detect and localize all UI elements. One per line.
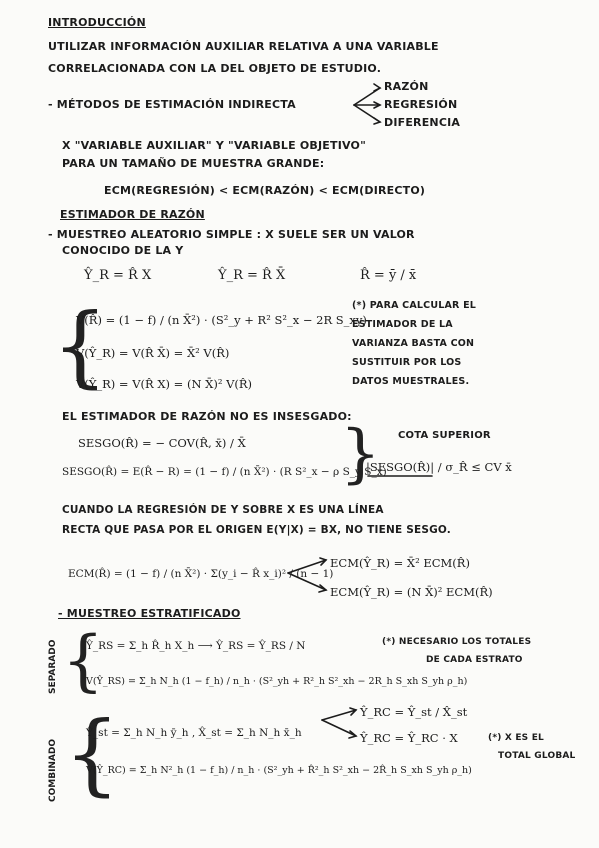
variance-note-2: ESTIMADOR DE LA [352, 319, 453, 330]
combinado-note-2: TOTAL GLOBAL [498, 751, 576, 761]
estimator-mean: Ŷ_R = R̂ X̄ [218, 268, 286, 283]
combinado-label: COMBINADO [48, 738, 58, 802]
variance-ratio: V(R̂) = (1 − f) / (n X̄²) · (S²_y + R² S²_x − 2R S_xy) [76, 313, 367, 327]
intro-line-1: UTILIZAR INFORMACIÓN AUXILIAR RELATIVA A UNA VARIABLE [48, 40, 439, 53]
variance-note-3: VARIANZA BASTA CON [352, 338, 475, 349]
ecm-total: ECM(Ŷ_R) = (N X̄)² ECM(R̂) [330, 585, 493, 599]
strat-heading: - MUESTREO ESTRATIFICADO [58, 607, 241, 620]
combinado-variance: V(Ŷ_RC) = Σ_h N²_h (1 − f_h) / n_h · (S²_yh + R̂²_h S²_xh − 2R̂_h S_xh S_yh ρ_h) [86, 765, 472, 776]
combinado-mean: Ŷ_RC = Ŷ_st / X̂_st [360, 705, 468, 719]
separado-estimator: Ŷ_RS = Σ_h R̂_h X_h ⟶ Ŷ_RS = Ŷ_RS / N [86, 640, 306, 652]
combinado-estimators: Ŷ_st = Σ_h N_h ȳ_h , X̂_st = Σ_h N_h x̄_h [86, 727, 302, 739]
methods-label: - MÉTODOS DE ESTIMACIÓN INDIRECTA [48, 98, 296, 111]
intro-heading: INTRODUCCIÓN [48, 16, 146, 29]
combinado-total: Ŷ_RC = Ŷ_RC · X [360, 731, 458, 745]
method-difference: DIFERENCIA [384, 116, 461, 129]
combinado-note-1: (*) X ES EL [488, 733, 544, 743]
nobias-line-1: CUANDO LA REGRESIÓN DE Y SOBRE X ES UNA LÍNEA [62, 504, 384, 516]
ecm-arrow-bottom [288, 573, 326, 590]
intro-line-2: CORRELACIONADA CON LA DEL OBJETO DE ESTUDIO. [48, 62, 382, 75]
method-regression: REGRESIÓN [384, 98, 458, 111]
nobias-line-2: RECTA QUE PASA POR EL ORIGEN E(Y|X) = ΒX, NO TIENE SESGO. [62, 524, 451, 536]
variance-total: V(Ŷ_R) = V(R̂ X) = (N X̄)² V(R̂) [76, 377, 253, 391]
separado-label: SEPARADO [48, 639, 58, 694]
separado-brace: { [62, 622, 104, 699]
separado-note-2: DE CADA ESTRATO [426, 655, 523, 665]
mas-line-2: CONOCIDO DE LA Y [62, 244, 184, 257]
bound-expression: |SESGO(R̂)| / σ_R̂ ≤ CV x̄ [366, 460, 512, 474]
bias-cov: SESGO(R̂) = − COV(R̂, x̄) / X̄ [78, 436, 246, 450]
bias-intro: EL ESTIMADOR DE RAZÓN NO ES INSESGADO: [62, 410, 352, 423]
separado-variance: V(Ŷ_RS) = Σ_h N_h (1 − f_h) / n_h · (S²_yh + R²_h S²_xh − 2R_h S_xh S_yh ρ_h) [86, 676, 468, 687]
vars-line-2: PARA UN TAMAÑO DE MUESTRA GRANDE: [62, 157, 325, 170]
bias-brace: } [340, 417, 381, 491]
vars-line-1: X "VARIABLE AUXILIAR" Y "VARIABLE OBJETIVO" [62, 139, 367, 152]
comb-arrow-bottom [322, 720, 356, 736]
method-ratio: RAZÓN [384, 80, 429, 93]
bias-expectation: SESGO(R̂) = E(R̂ − R) = (1 − f) / (n X̄²) · (R S²_x − ρ S_y S_x) [62, 466, 387, 478]
variance-note-5: DATOS MUESTRALES. [352, 376, 470, 387]
bound-label: COTA SUPERIOR [398, 430, 491, 441]
ratio-heading: ESTIMADOR DE RAZÓN [60, 208, 205, 221]
variance-brace: { [52, 294, 108, 397]
estimator-total: Ŷ_R = R̂ X [84, 268, 152, 283]
variance-note-1: (*) PARA CALCULAR EL [352, 300, 477, 311]
mas-line-1: - MUESTREO ALEATORIO SIMPLE : X SUELE SER UN VALOR [48, 228, 415, 241]
ecm-arrow-top [288, 560, 326, 573]
combinado-brace: { [64, 702, 120, 805]
ecm-mean: ECM(Ŷ_R) = X̄² ECM(R̂) [330, 556, 470, 570]
separado-note-1: (*) NECESARIO LOS TOTALES [382, 637, 532, 647]
ecm-order: ECM(REGRESIÓN) < ECM(RAZÓN) < ECM(DIRECTO) [104, 184, 426, 197]
ecm-ratio: ECM(R̂) = (1 − f) / (n X̄²) · Σ(y_i − R̂ x_i)² / (n − 1) [68, 568, 334, 580]
estimator-ratio: R̂ = ȳ / x̄ [360, 268, 417, 283]
variance-mean: V(Ŷ_R) = V(R̂ X̄) = X̄² V(R̂) [76, 346, 230, 360]
variance-note-4: SUSTITUIR POR LOS [352, 357, 462, 368]
